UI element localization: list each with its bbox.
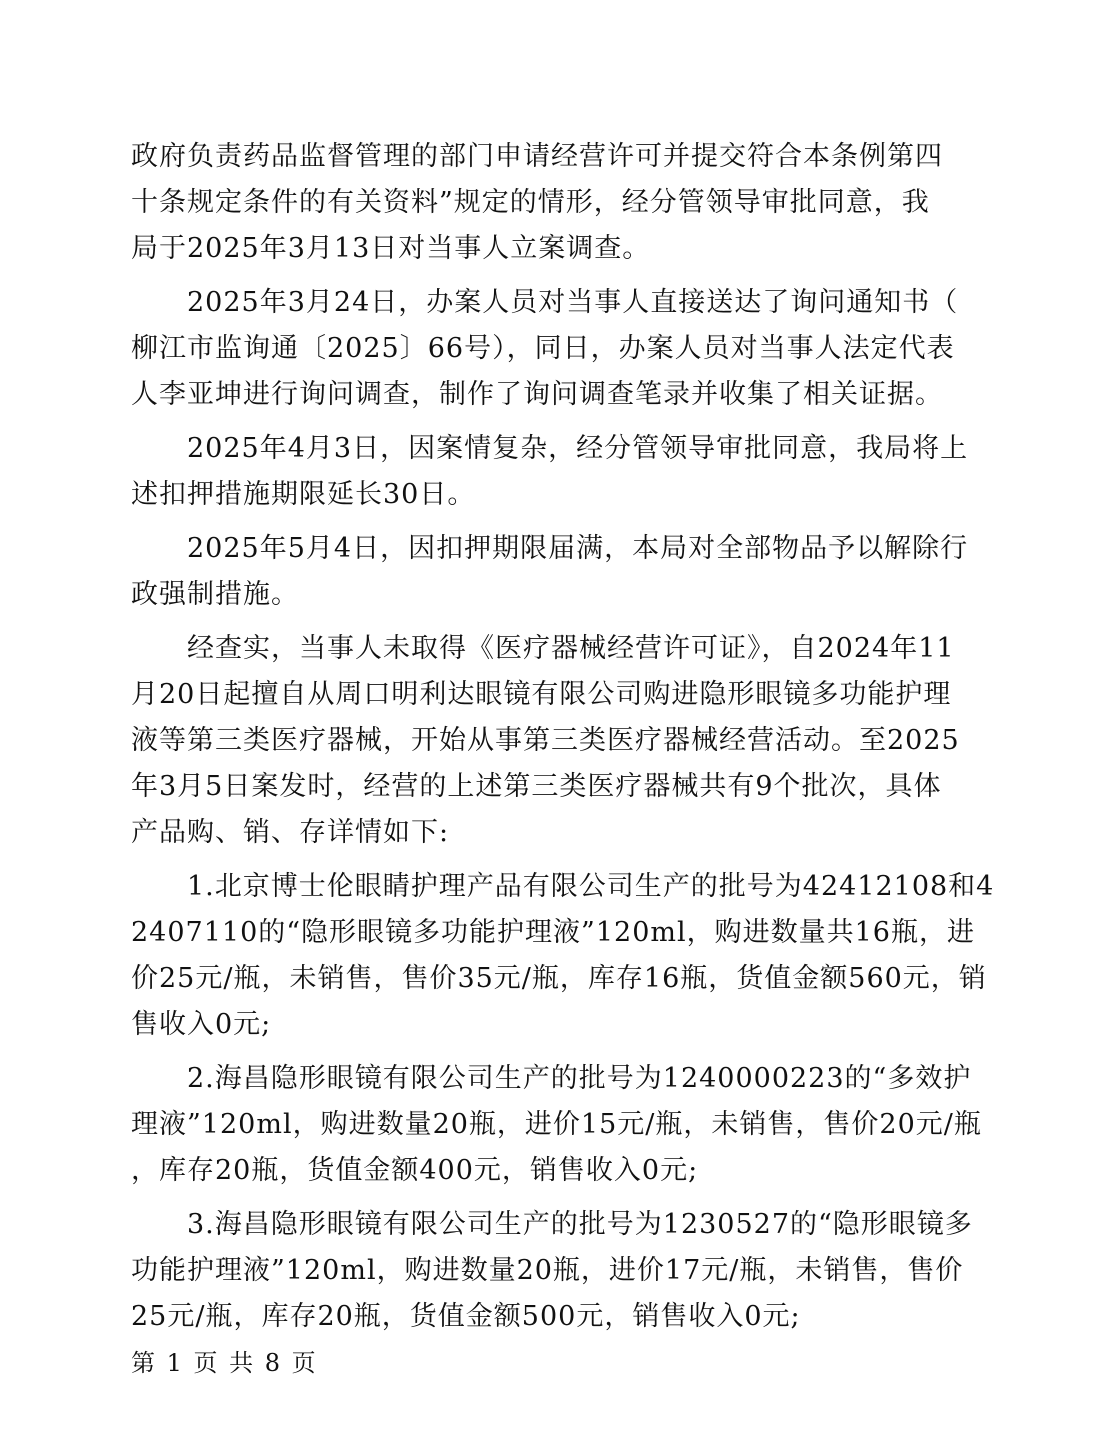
text-line: 液等第三类医疗器械，开始从事第三类医疗器械经营活动。至2025 bbox=[131, 725, 960, 756]
text-line: 25元/瓶，库存20瓶，货值金额500元，销售收入0元; bbox=[131, 1301, 801, 1332]
text-line: 功能护理液”120ml，购进数量20瓶，进价17元/瓶，未销售，售价 bbox=[131, 1255, 964, 1286]
text-line: 1.北京博士伦眼睛护理产品有限公司生产的批号为42412108和4 bbox=[187, 871, 995, 902]
text-line: 2.海昌隐形眼镜有限公司生产的批号为1240000223的“多效护 bbox=[187, 1063, 972, 1094]
text-line: 年3月5日案发时，经营的上述第三类医疗器械共有9个批次，具体 bbox=[131, 771, 942, 802]
text-line: 价25元/瓶，未销售，售价35元/瓶，库存16瓶，货值金额560元，销 bbox=[131, 963, 987, 994]
text-line: 产品购、销、存详情如下: bbox=[131, 817, 450, 848]
text-line: 政强制措施。 bbox=[131, 579, 299, 610]
text-line: 政府负责药品监督管理的部门申请经营许可并提交符合本条例第四 bbox=[131, 141, 943, 172]
text-line: 3.海昌隐形眼镜有限公司生产的批号为1230527的“隐形眼镜多 bbox=[187, 1209, 973, 1240]
body-text bbox=[131, 134, 995, 1340]
text-line: 述扣押措施期限延长30日。 bbox=[131, 479, 476, 510]
text-line: 2025年5月4日，因扣押期限届满，本局对全部物品予以解除行 bbox=[187, 533, 969, 564]
text-line: 柳江市监询通〔2025〕66号），同日，办案人员对当事人法定代表 bbox=[131, 333, 955, 364]
text-line: 月20日起擅自从周口明利达眼镜有限公司购进隐形眼镜多功能护理 bbox=[131, 679, 952, 710]
text-line: 经查实，当事人未取得《医疗器械经营许可证》，自2024年11 bbox=[187, 633, 955, 664]
text-line: 2025年3月24日，办案人员对当事人直接送达了询问通知书（ bbox=[187, 287, 959, 318]
text-line: 人李亚坤进行询问调查，制作了询问调查笔录并收集了相关证据。 bbox=[131, 379, 943, 410]
text-line: 局于2025年3月13日对当事人立案调查。 bbox=[131, 233, 651, 264]
text-line: 2407110的“隐形眼镜多功能护理液”120ml，购进数量共16瓶，进 bbox=[131, 917, 975, 948]
text-line: 售收入0元; bbox=[131, 1009, 272, 1040]
text-line: ，库存20瓶，货值金额400元，销售收入0元; bbox=[131, 1155, 699, 1186]
text-line: 理液”120ml，购进数量20瓶，进价15元/瓶，未销售，售价20元/瓶 bbox=[131, 1109, 982, 1140]
text-line: 2025年4月3日，因案情复杂，经分管领导审批同意，我局将上 bbox=[187, 433, 969, 464]
text-line: 十条规定条件的有关资料”规定的情形，经分管领导审批同意，我 bbox=[131, 187, 930, 218]
page-number-footer: 第 1 页 共 8 页 bbox=[131, 1349, 318, 1377]
